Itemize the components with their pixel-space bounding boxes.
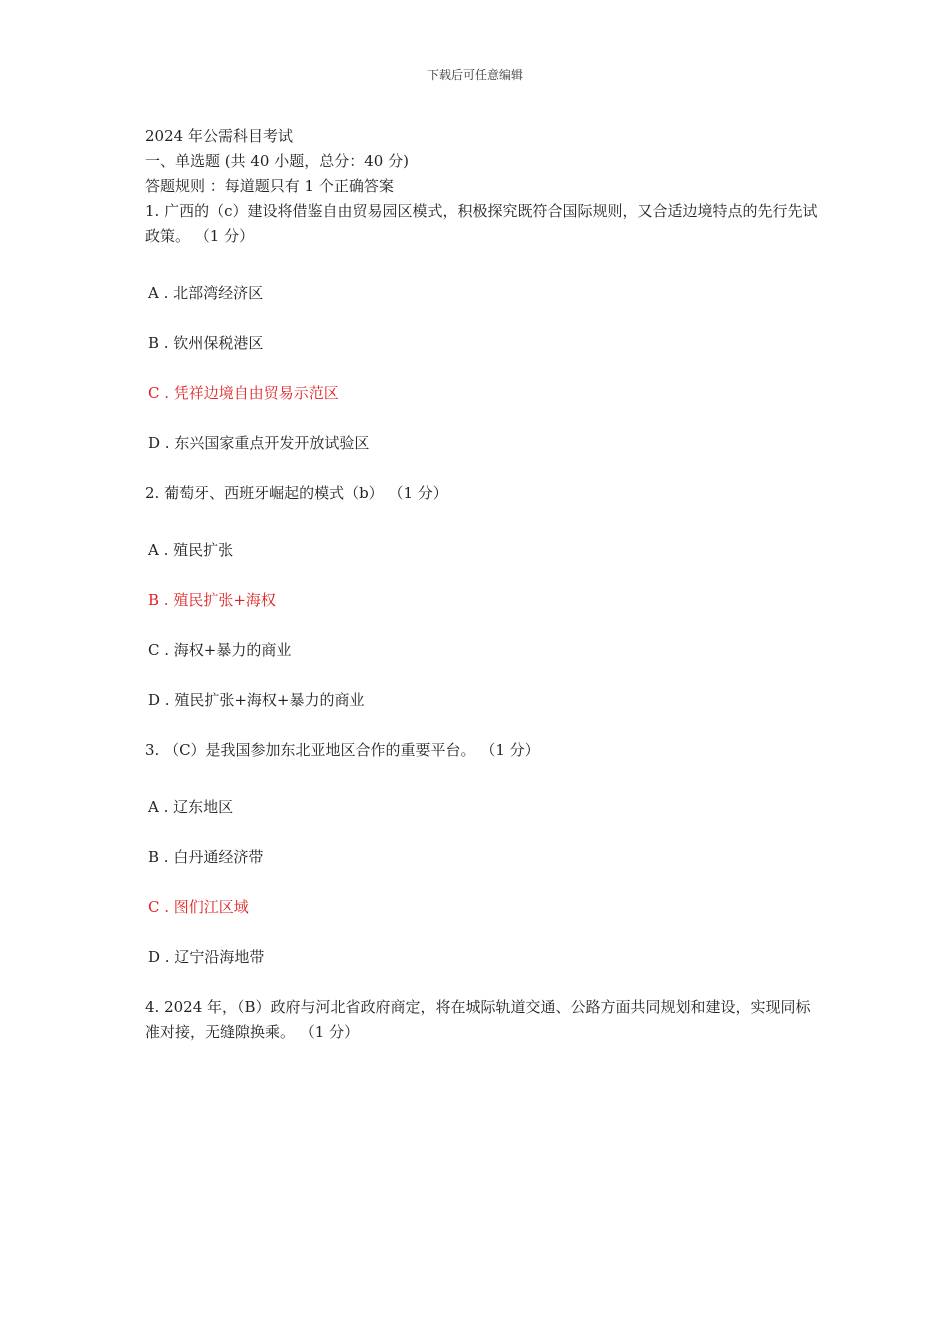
option-a: A . 辽东地区	[148, 798, 234, 816]
option-b: B . 钦州保税港区	[148, 334, 264, 352]
question-block	[145, 738, 825, 970]
question-block	[145, 199, 825, 456]
option-list	[145, 538, 825, 713]
option-d: D . 殖民扩张+海权+暴力的商业	[148, 691, 365, 709]
question-text: 2. 葡萄牙、西班牙崛起的模式（b） （1 分）	[145, 484, 448, 502]
answer-rules: 答题规则 ：每道题只有 1 个正确答案	[145, 177, 394, 195]
option-a: A . 殖民扩张	[148, 541, 234, 559]
question-text: 3. （C）是我国参加东北亚地区合作的重要平台。 （1 分）	[145, 741, 540, 759]
question-text: 4. 2024 年，（B）政府与河北省政府商定，将在城际轨道交通、公路方面共同规划和建设，实现同标准对接，无缝隙换乘。 （1 分）	[145, 998, 811, 1041]
question-text: 1. 广西的（c）建设将借鉴自由贸易园区模式，积极探究既符合国际规则，又合适边境特点的先行先试政策。 （1 分）	[145, 202, 818, 245]
question-block	[145, 481, 825, 713]
option-c-correct: C . 图们江区域	[148, 898, 249, 916]
option-list	[145, 795, 825, 970]
option-c-correct: C . 凭祥边境自由贸易示范区	[148, 384, 339, 402]
option-b: B . 白丹通经济带	[148, 848, 264, 866]
option-list	[145, 281, 825, 456]
option-c: C . 海权+暴力的商业	[148, 641, 292, 659]
option-d: D . 东兴国家重点开发开放试验区	[148, 434, 370, 452]
option-d: D . 辽宁沿海地带	[148, 948, 265, 966]
document-body	[145, 124, 825, 1070]
option-a: A . 北部湾经济区	[148, 284, 264, 302]
option-b-correct: B . 殖民扩张+海权	[148, 591, 276, 609]
page-header: 下载后可任意编辑	[426, 68, 523, 82]
question-block	[145, 995, 825, 1045]
section-heading: 一、单选题 (共 40 小题，总分：40 分)	[145, 152, 409, 170]
exam-title: 2024 年公需科目考试	[145, 127, 293, 145]
